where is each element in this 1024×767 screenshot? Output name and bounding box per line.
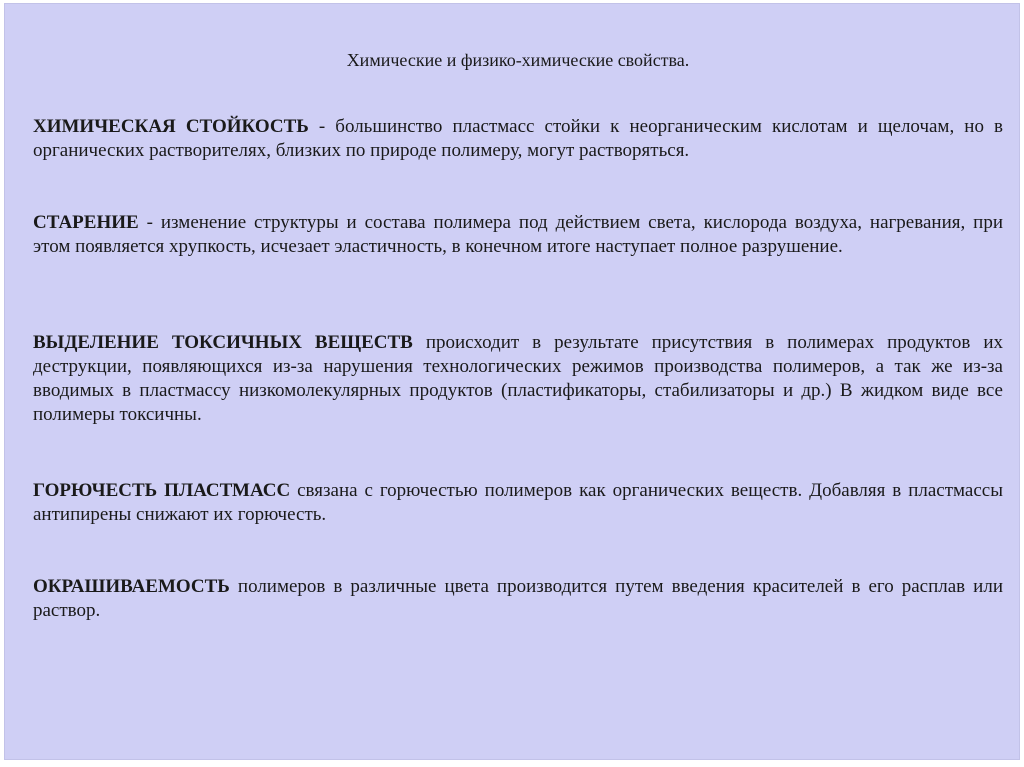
paragraph-chemical-resistance bbox=[33, 115, 1003, 163]
definition-aging: - изменение структуры и состава полимера под действием света, кислорода воздуха, нагревания, при этом появляется хрупкость, исчезает эластичность, в конечном итоге наступает полное разрушение. bbox=[33, 212, 1003, 257]
term-dyeability: ОКРАШИВАЕМОСТЬ bbox=[33, 576, 230, 597]
term-aging: СТАРЕНИЕ bbox=[33, 212, 139, 233]
slide-title: Химические и физико-химические свойства. bbox=[346, 50, 690, 70]
paragraph-flammability bbox=[33, 479, 1003, 527]
paragraph-dyeability bbox=[33, 575, 1003, 623]
paragraph-aging bbox=[33, 211, 1003, 259]
paragraph-toxic-substances bbox=[33, 331, 1003, 427]
definition-dyeability: полимеров в различные цвета производится путем введения красителей в его расплав или раствор. bbox=[33, 576, 1003, 621]
definition-chemical-resistance: - большинство пластмасс стойки к неорганическим кислотам и щелочам, но в органических растворителях, близких по природе полимеру, могут растворяться. bbox=[33, 116, 1003, 161]
definition-flammability: связана с горючестью полимеров как органических веществ. Добавляя в пластмассы антипирены снижают их горючесть. bbox=[33, 480, 1003, 525]
definition-toxic-substances: происходит в результате присутствия в полимерах продуктов их деструкции, появляющихся из-за нарушения технологических режимов производства полимеров, а так же из-за вводимых в пластмассу низкомолекулярных продуктов (пластификаторы, стабилизаторы и др.) В жидком виде все полимеры токсичны. bbox=[33, 332, 1003, 425]
term-chemical-resistance: ХИМИЧЕСКАЯ СТОЙКОСТЬ bbox=[33, 116, 309, 137]
term-flammability: ГОРЮЧЕСТЬ ПЛАСТМАСС bbox=[33, 480, 291, 501]
term-toxic-substances: ВЫДЕЛЕНИЕ ТОКСИЧНЫХ ВЕЩЕСТВ bbox=[33, 332, 413, 353]
slide bbox=[4, 3, 1020, 760]
